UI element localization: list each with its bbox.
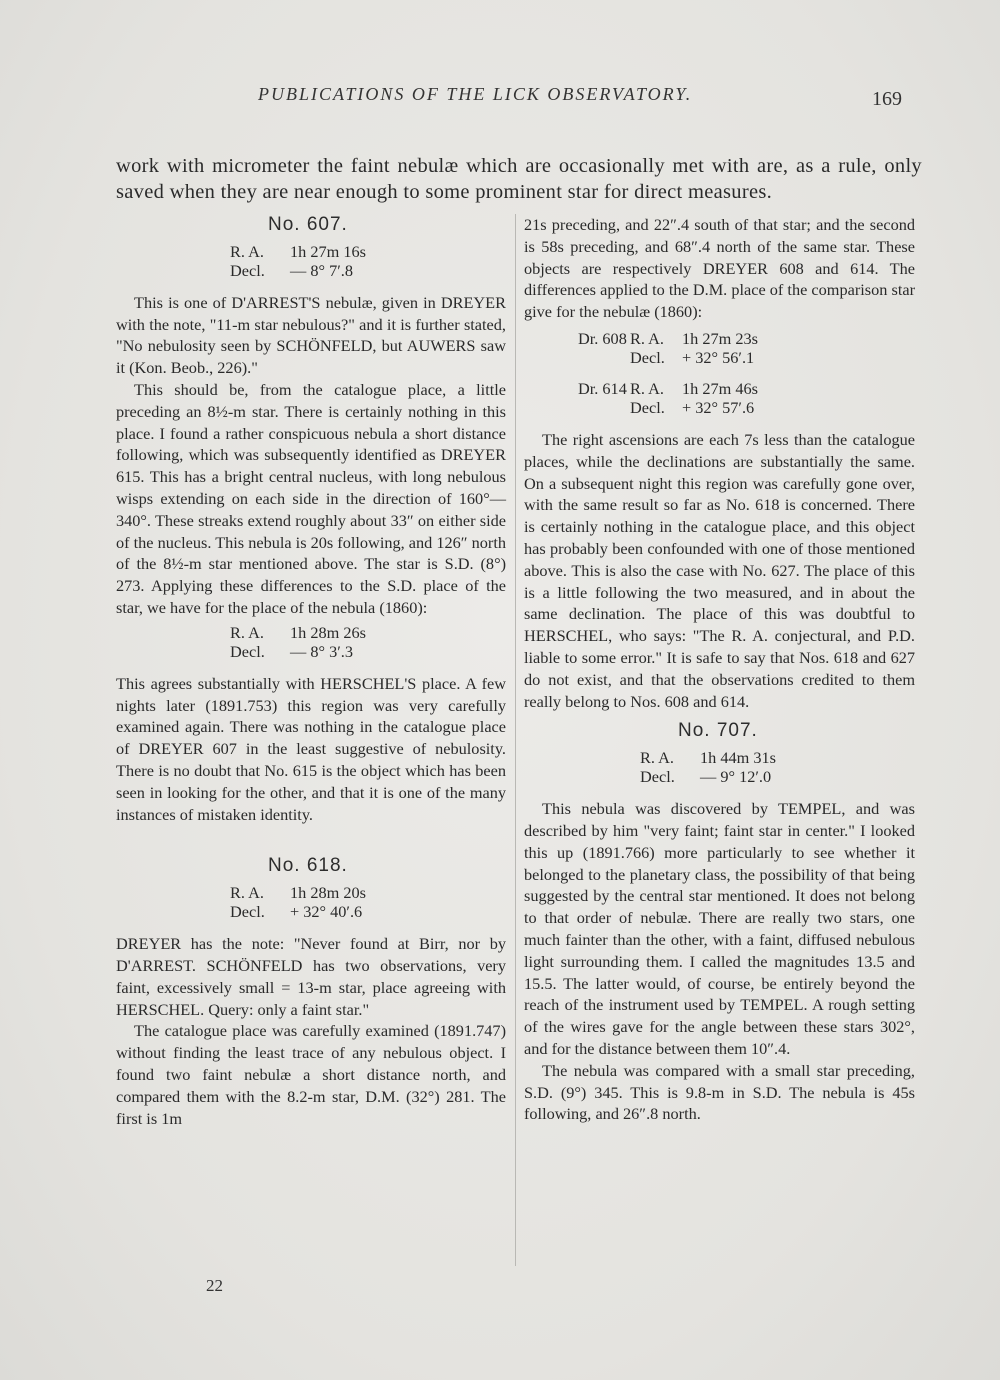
paragraph: The nebula was compared with a small star preceding, S.D. (9°) 345. This is 9.8-m in S.D. The nebula is 45s following, and 26″.8 north.: [524, 1060, 915, 1124]
intro-paragraph: work with micrometer the faint nebulæ which are occasionally met with are, as a rule, only saved when they are near enough to some prominent star for direct measures.: [116, 154, 922, 203]
decl-label: Decl.: [230, 902, 265, 922]
decl-label: Decl.: [230, 641, 265, 661]
ra-value: 1h 27m 23s: [682, 328, 758, 348]
coordinates-dreyer-608: [578, 329, 915, 367]
ra-label: R. A.: [630, 328, 664, 348]
ra-label: R. A.: [230, 241, 264, 261]
ra-value: 1h 28m 26s: [290, 622, 366, 642]
paragraph: The right ascensions are each 7s less than the catalogue places, while the declinations are substantially the same. On a subsequent night this region was carefully gone over, with the same result so far as No. 618 is concerned. There is certainly nothing in the catalogue place, and this object has probably been confounded with one of those mentioned above. This is also the case with No. 627. The place of this is a little following the two measured, and in about the same declination. The place of this was doubtful to HERSCHEL, who says: "The R. A. conjectural, and P.D. liable to some error." It is safe to say that Nos. 618 and 627 do not exist, and that the observations credited to them really belong to Nos. 608 and 614.: [524, 429, 915, 711]
ra-label: R. A.: [230, 883, 264, 903]
decl-label: Decl.: [640, 767, 675, 787]
section-heading-707: No. 707.: [678, 720, 758, 742]
ra-label: R. A.: [230, 622, 264, 642]
ra-label: R. A.: [630, 378, 664, 398]
paragraph: This nebula was discovered by TEMPEL, and was described by him "very faint; faint star in center." I looked this up (1891.766) more particularly to see whether it belonged to the planetary class, the possibility of that being suggested by the central star mentioned. It does not belong to that order of nebulæ. There are really two stars, one much fainter than the other, with a faint, diffused nebulous light surrounding them. I called the magnitudes 13.5 and 15.5. The latter would, of course, be entirely beyond the reach of the instrument used by TEMPEL. A rough setting of the wires gave for the angle between these stars 302°, and for the distance between them 10″.4.: [524, 799, 915, 1058]
right-column: [524, 214, 915, 1125]
decl-label: Decl.: [630, 347, 665, 367]
signature-mark: 22: [206, 1276, 223, 1295]
ra-value: 1h 44m 31s: [700, 748, 776, 768]
dreyer-label: Dr. 608: [578, 328, 627, 348]
decl-value: — 8° 7′.8: [290, 260, 353, 280]
coordinates-dreyer-614: [578, 379, 915, 417]
dreyer-label: Dr. 614: [578, 378, 627, 398]
paragraph: The catalogue place was carefully examined (1891.747) without finding the least trace of any nebulous object. I found two faint nebulæ a short distance north, and compared them with the 8.2-m star, D.M. (32°) 281. The first is 1m: [116, 1021, 506, 1128]
column-divider: [515, 214, 516, 1266]
coordinates-707: [640, 748, 915, 786]
decl-value: + 32° 40′.6: [290, 902, 363, 922]
section-heading-607: No. 607.: [268, 214, 348, 235]
decl-value: — 8° 3′.3: [290, 641, 353, 661]
left-column: [116, 214, 506, 1129]
running-head: PUBLICATIONS OF THE LICK OBSERVATORY.: [258, 84, 693, 104]
ra-value: 1h 28m 20s: [290, 883, 366, 903]
paragraph: This agrees substantially with HERSCHEL'S place. A few nights later (1891.753) this region was very carefully examined again. There was nothing in the catalogue place of DREYER 607 in the least suggestive of nebulosity. There is no doubt that No. 615 is the object which has been seen in looking for the other, and that it is one of the many instances of mistaken identity.: [116, 673, 506, 824]
paragraph: DREYER has the note: "Never found at Birr, nor by D'ARREST. SCHÖNFELD has two observations, very faint, excessively small = 13-m star, place agreeing with HERSCHEL. Query: only a faint star.": [116, 934, 506, 1019]
paragraph: 21s preceding, and 22″.4 south of that star; and the second is 58s preceding, and 68″.4 north of the same star. These objects are respectively DREYER 608 and 614. The differences applied to the D.M. place of the comparison star give for the nebulæ (1860):: [524, 215, 915, 322]
decl-label: Decl.: [630, 397, 665, 417]
decl-value: — 9° 12′.0: [700, 767, 772, 787]
coordinates-607-nebula: [230, 623, 506, 661]
page-number: 169: [872, 88, 902, 110]
section-heading-618: No. 618.: [268, 855, 348, 877]
decl-label: Decl.: [230, 260, 265, 280]
decl-value: + 32° 57′.6: [682, 397, 755, 417]
decl-value: + 32° 56′.1: [682, 347, 755, 367]
ra-value: 1h 27m 46s: [682, 378, 758, 398]
coordinates-607: [230, 242, 506, 280]
coordinates-618: [230, 883, 506, 921]
ra-value: 1h 27m 16s: [290, 241, 366, 261]
paragraph: This is one of D'ARREST'S nebulæ, given in DREYER with the note, "11-m star nebulous?" and it is further stated, "No nebulosity seen by SCHÖNFELD, but AUWERS saw it (Kon. Beob., 226).": [116, 292, 506, 378]
paragraph: This should be, from the catalogue place, a little preceding an 8½-m star. There is certainly nothing in this place. I found a rather conspicuous nebula a short distance following, which was subsequently identified as DREYER 615. This has a bright central nucleus, with long nebulous wisps extending on each side in the direction of 160°—340°. These streaks extend roughly about 33″ on either side of the nucleus. This nebula is 20s following, and 126″ north of the 8½-m star mentioned above. The star is S.D. (8°) 273. Applying these differences to the S.D. place of the star, we have for the place of the nebula (1860):: [116, 379, 506, 617]
ra-label: R. A.: [640, 748, 674, 768]
